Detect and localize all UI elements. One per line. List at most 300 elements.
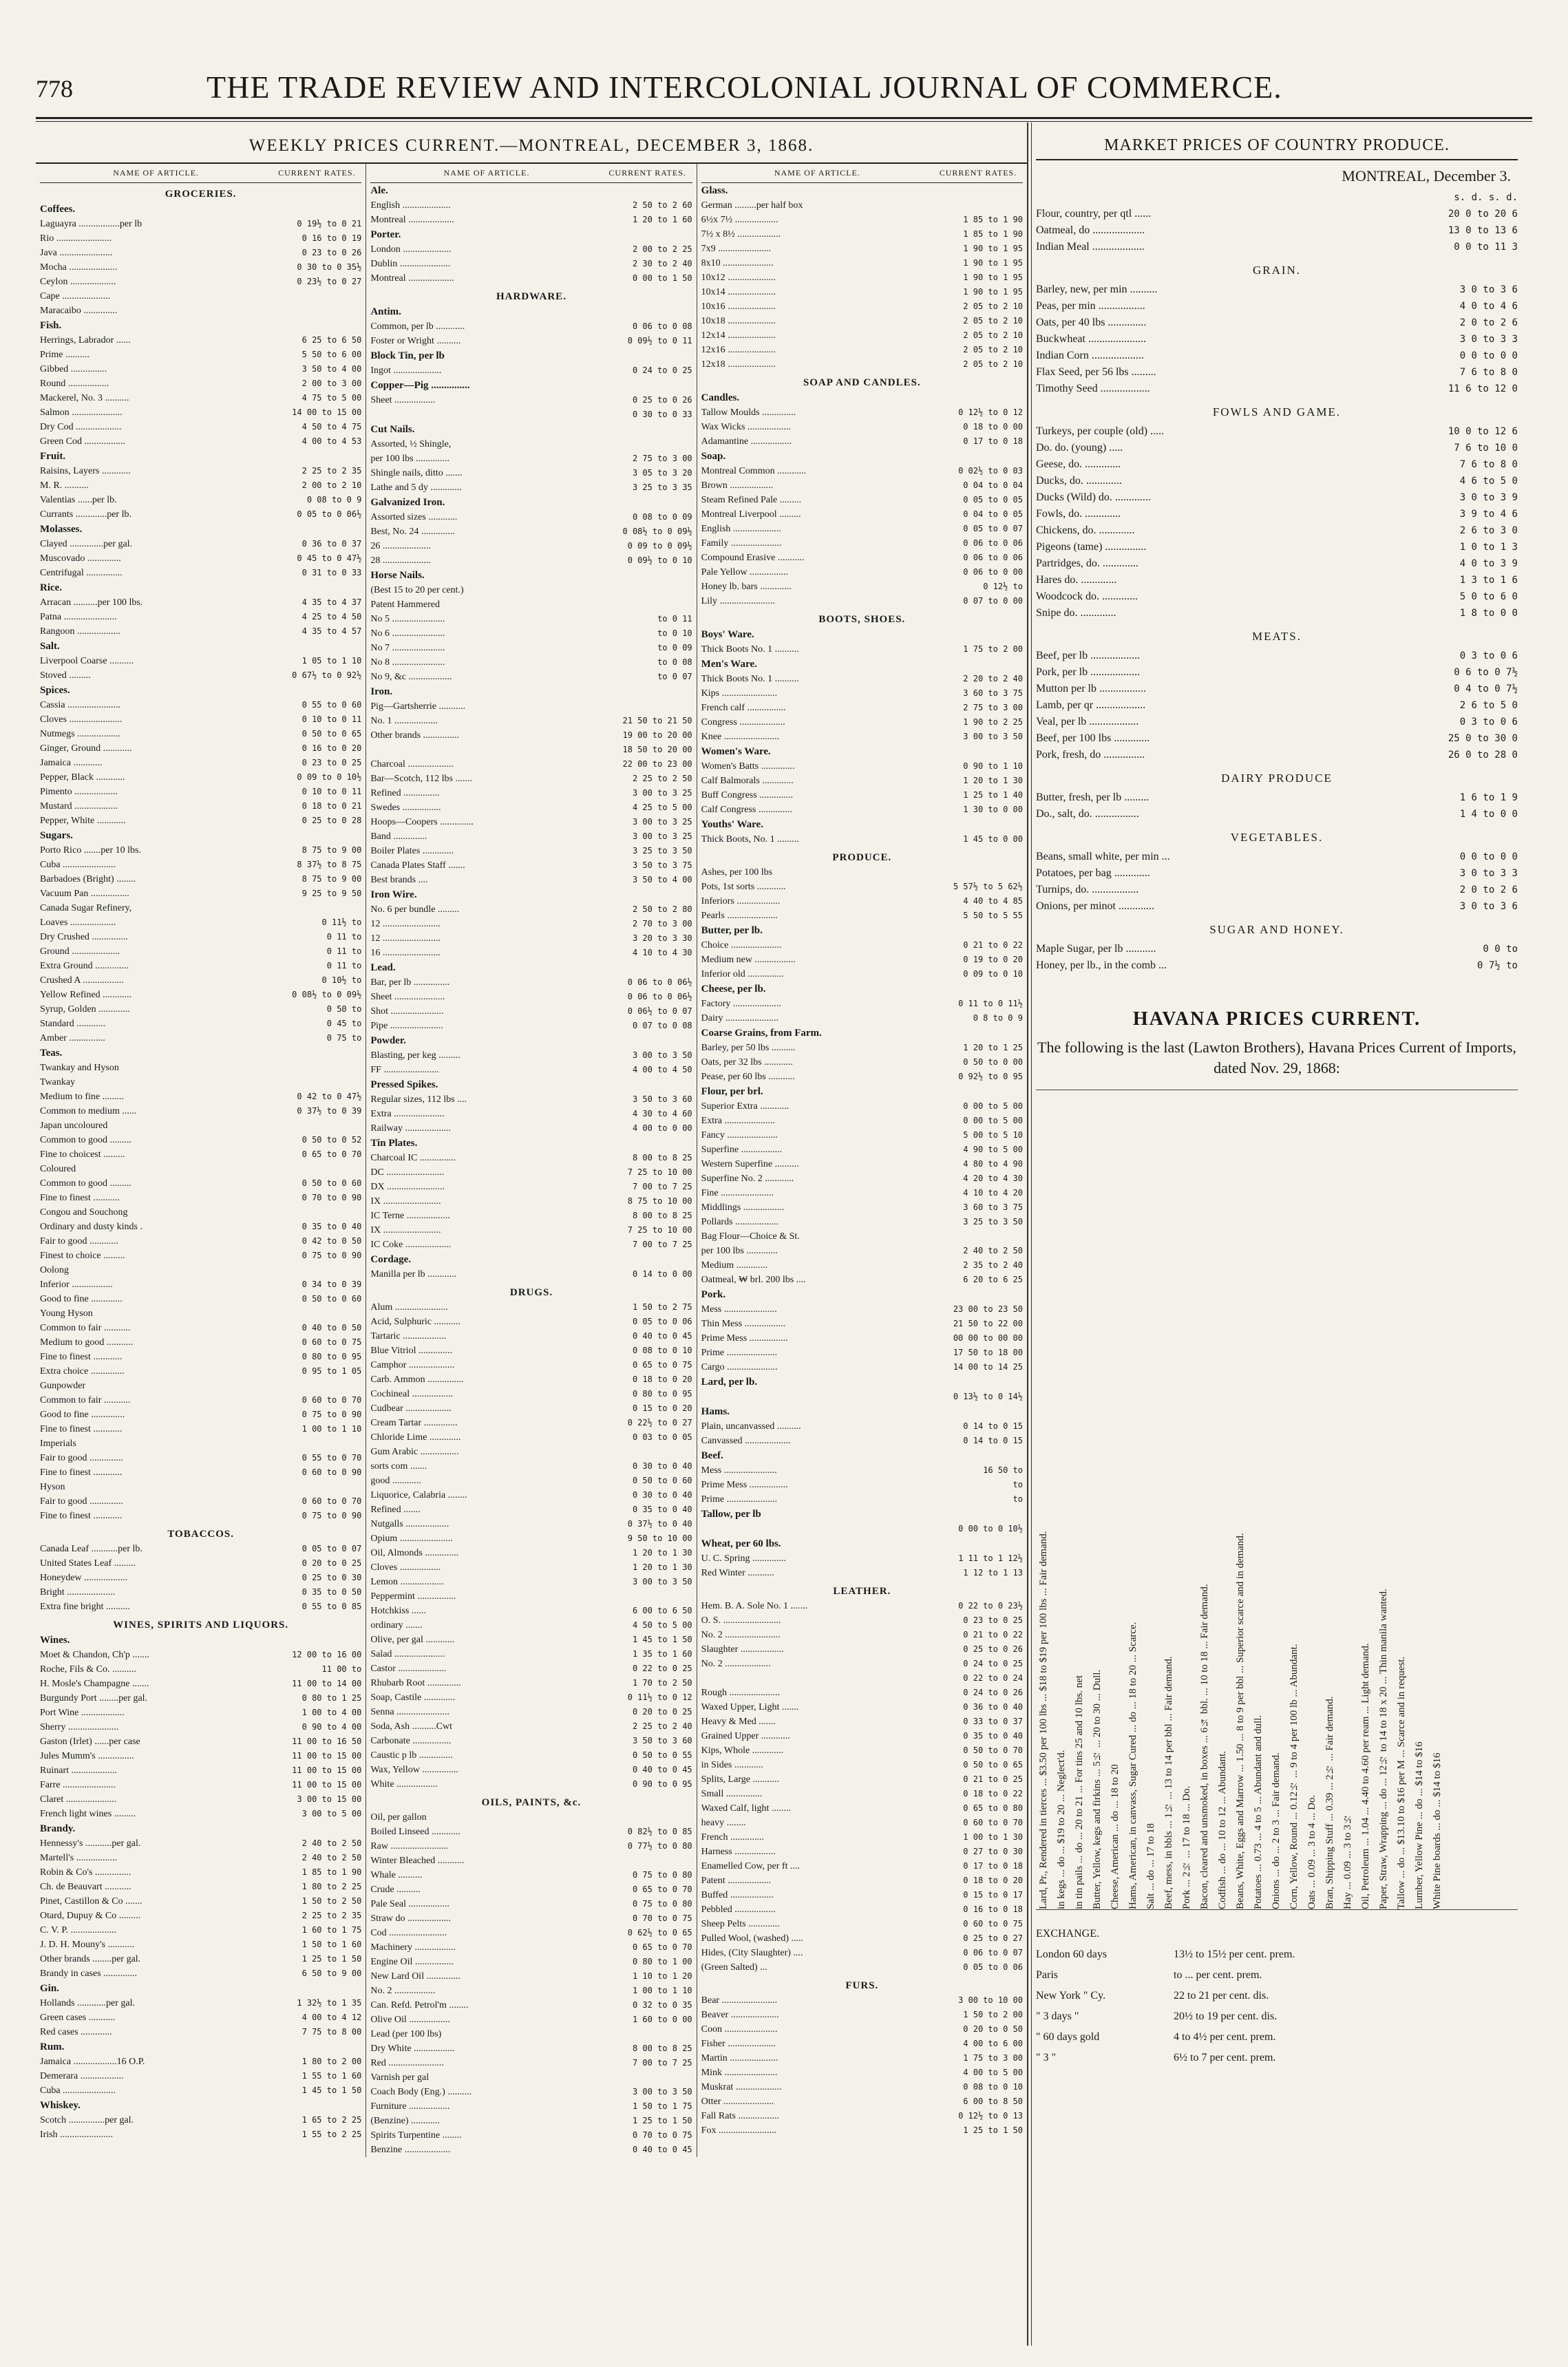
article-name: Green cases ...........	[40, 2013, 116, 2023]
price-row	[40, 887, 361, 901]
article-rate: 2 20 to 2 40	[963, 674, 1023, 683]
article-name: Castor ....................	[370, 1664, 447, 1674]
price-row	[701, 2051, 1023, 2066]
price-row	[701, 1700, 1023, 1715]
article-group: Women's Ware.	[701, 746, 771, 757]
article-rate: 0 07 to 0 00	[963, 596, 1023, 606]
article-rate: 0 50 to 0 65	[963, 1760, 1023, 1770]
article-rate: 0 65 to 0 70	[632, 1942, 692, 1952]
price-row	[701, 672, 1023, 686]
article-rate: 2 75 to 3 00	[963, 703, 1023, 712]
article-group: Cut Nails.	[370, 424, 415, 435]
produce-price: 7 6 to 8 0	[1459, 367, 1518, 378]
article-rate: 0 15 to 0 17	[963, 1890, 1023, 1900]
article-rate: 0 11½ to 0 12	[627, 1692, 692, 1702]
price-row	[40, 1364, 361, 1379]
article-rate: 7 75 to 8 00	[301, 2027, 362, 2037]
article-rate: 2 05 to 2 10	[963, 345, 1023, 354]
exchange-row	[1036, 1986, 1518, 2006]
produce-name: Ducks, do. .............	[1036, 475, 1122, 487]
article-rate: 3 00 to 3 50	[632, 1577, 692, 1586]
price-row	[701, 788, 1023, 803]
article-rate: 4 35 to 4 37	[301, 597, 362, 607]
article-name: 26 ....................	[370, 541, 431, 551]
article-name: Gaston (Irlet) ......per case	[40, 1737, 140, 1747]
article-name: Raisins, Layers ............	[40, 466, 131, 476]
produce-name: Woodcock do. .............	[1036, 591, 1138, 602]
article-name: Thin Mess .................	[701, 1319, 786, 1329]
article-rate: 0 75 to 0 90	[301, 1410, 362, 1419]
price-row	[40, 595, 361, 610]
price-row	[40, 1277, 361, 1292]
produce-row	[1036, 423, 1518, 440]
article-name: Crushed A .................	[40, 975, 124, 986]
exchange-rate: 4 to 4½ per cent. prem.	[1174, 2031, 1276, 2043]
price-row	[40, 1807, 361, 1821]
article-rate: 0 36 to 0 40	[963, 1702, 1023, 1712]
article-group: Coarse Grains, from Farm.	[701, 1028, 822, 1039]
price-row	[701, 1671, 1023, 1686]
price-row	[40, 1220, 361, 1234]
article-rate	[603, 2070, 692, 2085]
article-rate: 0 92½ to 0 95	[958, 1072, 1023, 1081]
article-rate: 0 95 to 1 05	[301, 1366, 362, 1376]
price-row	[701, 507, 1023, 522]
article-rate: 11 00 to 15 00	[292, 1751, 362, 1761]
price-row	[701, 464, 1023, 478]
produce-row	[1036, 239, 1518, 255]
produce-name: Buckwheat .....................	[1036, 333, 1146, 345]
price-row	[701, 227, 1023, 242]
price-row	[701, 299, 1023, 314]
article-name: Extra choice ..............	[40, 1366, 125, 1377]
price-row	[40, 2025, 361, 2039]
article-name: 12 ........................	[370, 933, 441, 944]
price-row	[370, 1810, 692, 1825]
article-name: Cuba ......................	[40, 2085, 116, 2096]
article-rate: 0 90 to 1 10	[963, 761, 1023, 771]
price-row	[701, 1715, 1023, 1729]
produce-price: 26 0 to 28 0	[1448, 750, 1518, 761]
article-rate: 2 25 to 2 50	[632, 774, 692, 783]
article-rate	[933, 198, 1023, 213]
produce-category: GRAIN.	[1252, 264, 1302, 277]
price-row	[370, 2041, 692, 2056]
article-rate: 0 08 to 0 10	[632, 1346, 692, 1355]
article-rate: 0 11 to	[326, 946, 362, 956]
article-name: No. 1 ..................	[370, 716, 438, 726]
price-row	[701, 213, 1023, 227]
price-row	[40, 1379, 361, 1393]
produce-name: Hares do. .............	[1036, 574, 1117, 586]
produce-price: 2 0 to 2 6	[1459, 884, 1518, 895]
article-group: Wines.	[40, 1635, 70, 1646]
article-name: 10x12 ....................	[701, 273, 776, 283]
article-rate: 22 00 to 23 00	[622, 759, 692, 769]
article-rate: 0 50 to 0 60	[632, 1476, 692, 1485]
article-rate: 0 14 to 0 15	[963, 1421, 1023, 1431]
price-row	[701, 1055, 1023, 1070]
article-group: Wheat, per 60 lbs.	[701, 1538, 781, 1549]
article-rate: 0 06 to 0 07	[963, 1948, 1023, 1957]
price-row	[370, 1459, 692, 1474]
price-row	[701, 803, 1023, 817]
price-row	[40, 1234, 361, 1249]
article-rate: 11 00 to 16 50	[292, 1737, 362, 1746]
price-row	[40, 362, 361, 376]
article-name: Coloured	[40, 1164, 76, 1174]
article-rate: 0 18 to 0 20	[632, 1374, 692, 1384]
article-rate	[603, 1810, 692, 1825]
price-row	[370, 1633, 692, 1647]
price-row	[40, 1075, 361, 1090]
produce-name: Honey, per lb., in the comb ...	[1036, 959, 1167, 971]
article-rate: 1 20 to 1 60	[632, 215, 692, 224]
price-row	[40, 1422, 361, 1436]
head-rule	[36, 117, 1532, 119]
article-group: Galvanized Iron.	[370, 497, 445, 508]
price-row	[40, 2083, 361, 2098]
havana-entry: Lumber, Yellow Pine ... do ... $14 to $16	[1414, 1741, 1425, 1909]
article-rate	[933, 865, 1023, 880]
article-rate: 0 60 to 0 75	[963, 1919, 1023, 1929]
article-group: Rum.	[40, 2041, 65, 2052]
havana-entry: Cheese, American ... do ... 18 to 20	[1110, 1764, 1121, 1909]
price-row	[40, 1393, 361, 1408]
price-row	[701, 1960, 1023, 1975]
article-name: Ruinart ...................	[40, 1765, 117, 1776]
dateline: MONTREAL, December 3.	[1342, 167, 1511, 184]
article-name: Band ..............	[370, 831, 427, 842]
article-name: Oatmeal, ₩ brl. 200 lbs ....	[701, 1275, 806, 1285]
article-rate: 0 60 to 0 90	[301, 1467, 362, 1477]
havana-entry: Beans, White, Eggs and Marrow ... 1.50 ... 8 to 9 per bbl ... Superior scarce and in demand.	[1235, 1533, 1246, 1909]
article-rate: 7 00 to 7 25	[632, 1182, 692, 1191]
price-row	[701, 1931, 1023, 1946]
price-row	[370, 1748, 692, 1763]
article-name: Foster or Wright ..........	[370, 336, 461, 346]
produce-row	[1036, 440, 1518, 456]
article-name: Cargo .....................	[701, 1362, 778, 1372]
article-rate: 2 35 to 2 40	[963, 1260, 1023, 1270]
produce-row	[1036, 648, 1518, 664]
column-header	[701, 164, 1023, 183]
article-rate: 0 60 to 0 70	[301, 1496, 362, 1506]
article-name: Cloves .................	[370, 1562, 441, 1573]
article-rate: 2 75 to 3 00	[632, 454, 692, 463]
produce-name: Snipe do. .............	[1036, 607, 1116, 619]
price-row	[370, 829, 692, 844]
article-name: Mocha ....................	[40, 262, 118, 273]
article-name: Pots, 1st sorts ............	[701, 882, 786, 892]
article-name: Honey lb. bars .............	[701, 582, 792, 592]
article-rate: 5 00 to 5 10	[963, 1130, 1023, 1140]
price-row	[701, 2037, 1023, 2051]
price-row	[40, 1542, 361, 1556]
article-rate: 0 14 to 0 00	[632, 1269, 692, 1279]
article-name: Jamaica ..................16 O.P.	[40, 2057, 145, 2067]
article-rate: 0 25 to 0 27	[963, 1933, 1023, 1943]
price-row	[40, 741, 361, 756]
price-row	[40, 1118, 361, 1133]
article-name: Common to fair ...........	[40, 1395, 131, 1405]
article-rate: 0 23 to 0 25	[963, 1615, 1023, 1625]
price-row	[701, 1787, 1023, 1801]
article-rate: 0 45 to 0 47½	[297, 553, 362, 563]
article-name: Valentias ......per lb.	[40, 495, 117, 505]
article-rate: 1 85 to 1 90	[963, 229, 1023, 239]
price-row	[370, 1165, 692, 1180]
article-name: Buffed ..................	[701, 1890, 774, 1900]
price-row	[40, 1720, 361, 1734]
article-name: 8x10 .....................	[701, 258, 774, 268]
article-group: Gin.	[40, 1983, 59, 1994]
price-row	[370, 1107, 692, 1121]
article-rate: 5 50 to 5 55	[963, 911, 1023, 920]
article-name: Amber ...............	[40, 1033, 105, 1043]
produce-price: 3 0 to 3 3	[1459, 868, 1518, 879]
article-name: Sheet .................	[370, 395, 436, 405]
article-name: Western Superfine ..........	[701, 1159, 799, 1169]
article-name: Superfine .................	[701, 1145, 783, 1155]
article-rate: 3 00 to 15 00	[297, 1794, 362, 1804]
price-row	[370, 2013, 692, 2027]
produce-row	[1036, 522, 1518, 539]
price-tables	[36, 162, 1027, 2157]
price-row	[40, 668, 361, 683]
article-rate: 0 09½ to 0 11	[627, 336, 692, 346]
produce-price: 7 6 to 8 0	[1459, 459, 1518, 470]
price-row	[701, 594, 1023, 608]
article-rate: 4 00 to 5 00	[963, 2068, 1023, 2077]
article-rate: 1 35 to 1 60	[632, 1649, 692, 1659]
article-rate	[272, 901, 361, 915]
price-row	[701, 1099, 1023, 1114]
article-name: Varnish per gal	[370, 2072, 430, 2083]
article-rate: 1 11 to 1 12½	[958, 1553, 1023, 1563]
produce-row	[1036, 282, 1518, 298]
article-name: Fall Rats .................	[701, 2111, 779, 2121]
article-name: Ordinary and dusty kinds .	[40, 1222, 142, 1232]
article-name: Extra fine bright ..........	[40, 1602, 131, 1612]
article-rate: 0 40 to 0 45	[632, 1765, 692, 1774]
article-name: No. 2 .......................	[701, 1630, 781, 1640]
country-groups	[1036, 206, 1518, 974]
price-row	[40, 1176, 361, 1191]
article-name: Montreal Common ............	[701, 466, 807, 476]
price-row	[370, 815, 692, 829]
produce-price: 4 0 to 4 6	[1459, 301, 1518, 312]
price-row	[370, 670, 692, 684]
price-row	[701, 420, 1023, 434]
price-row	[701, 1946, 1023, 1960]
article-rate: 2 25 to 2 40	[632, 1721, 692, 1731]
article-name: Sheep Pelts .............	[701, 1919, 780, 1929]
price-row	[370, 1004, 692, 1019]
article-name: M. R. ..........	[40, 480, 89, 491]
produce-row	[1036, 364, 1518, 381]
article-rate: 4 00 to 4 50	[632, 1065, 692, 1074]
price-row	[370, 757, 692, 772]
produce-name: Fowls, do. .............	[1036, 508, 1121, 520]
price-row	[701, 1215, 1023, 1229]
article-name: Assorted sizes ............	[370, 512, 458, 522]
price-row	[370, 2099, 692, 2114]
article-name: Barley, per 50 lbs ..........	[701, 1043, 796, 1053]
article-rate: 0 22 to 0 24	[963, 1673, 1023, 1683]
havana-entry: Hay ... 0.09 ... 3 to 3½	[1342, 1814, 1353, 1909]
article-rate: 1 85 to 1 90	[301, 1867, 362, 1877]
price-row	[370, 641, 692, 655]
article-rate: 0 65 to 0 70	[301, 1149, 362, 1159]
produce-name: Mutton per lb .................	[1036, 683, 1146, 694]
price-row	[370, 1267, 692, 1282]
article-name: 10x16 ....................	[701, 301, 776, 312]
price-row	[701, 434, 1023, 449]
article-name: Jamaica ............	[40, 758, 103, 768]
price-row	[701, 285, 1023, 299]
price-row	[701, 1200, 1023, 1215]
article-rate: 8 75 to 9 00	[301, 874, 362, 884]
article-rate: 1 60 to 1 75	[301, 1925, 362, 1935]
article-name: Sherry .....................	[40, 1722, 119, 1732]
price-row	[701, 343, 1023, 357]
article-name: (Green Salted) ...	[701, 1962, 767, 1973]
produce-row	[1036, 714, 1518, 730]
article-name: Scotch ...............per gal.	[40, 2115, 134, 2125]
article-rate: 0 37½ to 0 40	[627, 1519, 692, 1529]
article-name: Twankay	[40, 1077, 76, 1087]
article-name: White .................	[370, 1779, 438, 1790]
article-name: Lathe and 5 dy .............	[370, 482, 462, 493]
article-name: Gunpowder	[40, 1381, 86, 1391]
produce-name: Turnips, do. .................	[1036, 884, 1139, 895]
article-name: O. S. ........................	[701, 1615, 781, 1626]
article-rate: 2 05 to 2 10	[963, 330, 1023, 340]
article-name: Patna ......................	[40, 612, 117, 622]
article-name: Currants .............per lb.	[40, 509, 131, 520]
column-header-rates: CURRENT RATES.	[939, 168, 1017, 178]
category-heading: WINES, SPIRITS AND LIQUORS.	[113, 1620, 289, 1631]
article-name: Blue Vitriol ..............	[370, 1346, 453, 1356]
price-row	[701, 1599, 1023, 1613]
produce-name: Flour, country, per qtl ......	[1036, 208, 1152, 220]
article-rate: 0 50 to 0 60	[301, 1178, 362, 1188]
article-name: Roche, Fils & Co. ..........	[40, 1664, 137, 1675]
article-rate: 0 35 to 0 50	[301, 1587, 362, 1597]
price-row	[40, 1263, 361, 1277]
article-rate	[603, 437, 692, 452]
article-group: Iron.	[370, 686, 393, 697]
article-name: Fox ........................	[701, 2125, 776, 2136]
price-row	[370, 1998, 692, 2013]
article-name: Pebbled .................	[701, 1904, 776, 1915]
price-row	[370, 2070, 692, 2085]
article-rate: 1 45 to 0 00	[963, 834, 1023, 844]
article-name: Brown ..................	[701, 480, 774, 491]
price-row	[370, 1926, 692, 1940]
article-name: Jules Mumm's ...............	[40, 1751, 134, 1761]
article-rate	[603, 699, 692, 714]
price-row	[370, 1531, 692, 1546]
article-rate: 0 21 to 0 22	[963, 1630, 1023, 1639]
article-name: Soda, Ash ..........Cwt	[370, 1721, 452, 1732]
article-rate: 0 67½ to 0 92½	[292, 670, 362, 680]
article-name: Lemon ..................	[370, 1577, 444, 1587]
havana-entry: White Pine boards ... do ... $14 to $16	[1432, 1752, 1443, 1909]
article-group: Horse Nails.	[370, 570, 425, 581]
article-name: Canada Plates Staff .......	[370, 860, 465, 871]
price-row	[701, 2109, 1023, 2123]
column-header	[40, 164, 361, 183]
article-rate: 0 30 to 0 35½	[297, 262, 362, 272]
price-row	[370, 1300, 692, 1315]
article-rate: 0 16 to 0 20	[301, 743, 362, 753]
price-row	[370, 902, 692, 917]
article-name: 10x14 ....................	[701, 287, 776, 297]
price-row	[370, 2085, 692, 2099]
article-name: Charcoal IC ...............	[370, 1153, 456, 1163]
produce-row	[1036, 572, 1518, 588]
price-row	[701, 1390, 1023, 1404]
article-rate: 3 00 to 3 25	[632, 831, 692, 841]
produce-price: 25 0 to 30 0	[1448, 733, 1518, 744]
produce-price: 4 0 to 3 9	[1459, 558, 1518, 569]
article-rate: 6 00 to 6 50	[632, 1606, 692, 1615]
article-rate: 1 20 to 1 30	[632, 1548, 692, 1558]
price-row	[701, 1171, 1023, 1186]
price-row	[701, 1143, 1023, 1157]
article-rate: 1 32½ to 1 35	[297, 1998, 362, 2008]
article-name: DX ........................	[370, 1182, 445, 1192]
produce-row	[1036, 315, 1518, 331]
article-name: 28 ....................	[370, 555, 431, 566]
price-row	[40, 1880, 361, 1894]
price-row	[370, 1238, 692, 1252]
article-name: Dublin .....................	[370, 259, 451, 269]
price-row	[40, 2127, 361, 2142]
article-name: Mackerel, No. 3 ..........	[40, 393, 129, 403]
produce-row	[1036, 941, 1518, 957]
article-rate: 21 50 to 21 50	[622, 716, 692, 725]
produce-price: 0 7½ to	[1476, 960, 1518, 971]
article-name: Steam Refined Pale .........	[701, 495, 802, 505]
article-name: Bear .......................	[701, 1995, 778, 2006]
produce-row	[1036, 957, 1518, 974]
article-rate: 0 00 to 5 00	[963, 1116, 1023, 1125]
article-rate: 11 00 to 14 00	[292, 1679, 362, 1688]
article-name: Congress ...................	[701, 717, 785, 728]
article-rate: 0 70 to 0 75	[632, 1913, 692, 1923]
article-rate: 4 00 to 6 00	[963, 2039, 1023, 2048]
article-name: Martell's .................	[40, 1853, 118, 1863]
article-rate: 0 05 to 0 05	[963, 495, 1023, 505]
article-rate: 0 00 to 5 00	[963, 1101, 1023, 1111]
article-rate: 0 18 to 0 00	[963, 422, 1023, 432]
price-row	[40, 1480, 361, 1494]
article-name: Thick Boots No. 1 ..........	[701, 644, 799, 655]
article-name: Medium new .................	[701, 955, 796, 965]
produce-price: 1 3 to 1 6	[1459, 575, 1518, 586]
article-rate	[603, 583, 692, 597]
price-row	[370, 1984, 692, 1998]
article-name: Mess ......................	[701, 1304, 777, 1315]
article-name: Benzine ...................	[370, 2145, 451, 2155]
article-rate: 1 25 to 1 40	[963, 790, 1023, 800]
havana-entry: Onions ... do ... 2 to 3 ... Fair demand.	[1271, 1752, 1282, 1909]
price-row	[370, 1955, 692, 1969]
article-name: 10x18 ....................	[701, 316, 776, 326]
